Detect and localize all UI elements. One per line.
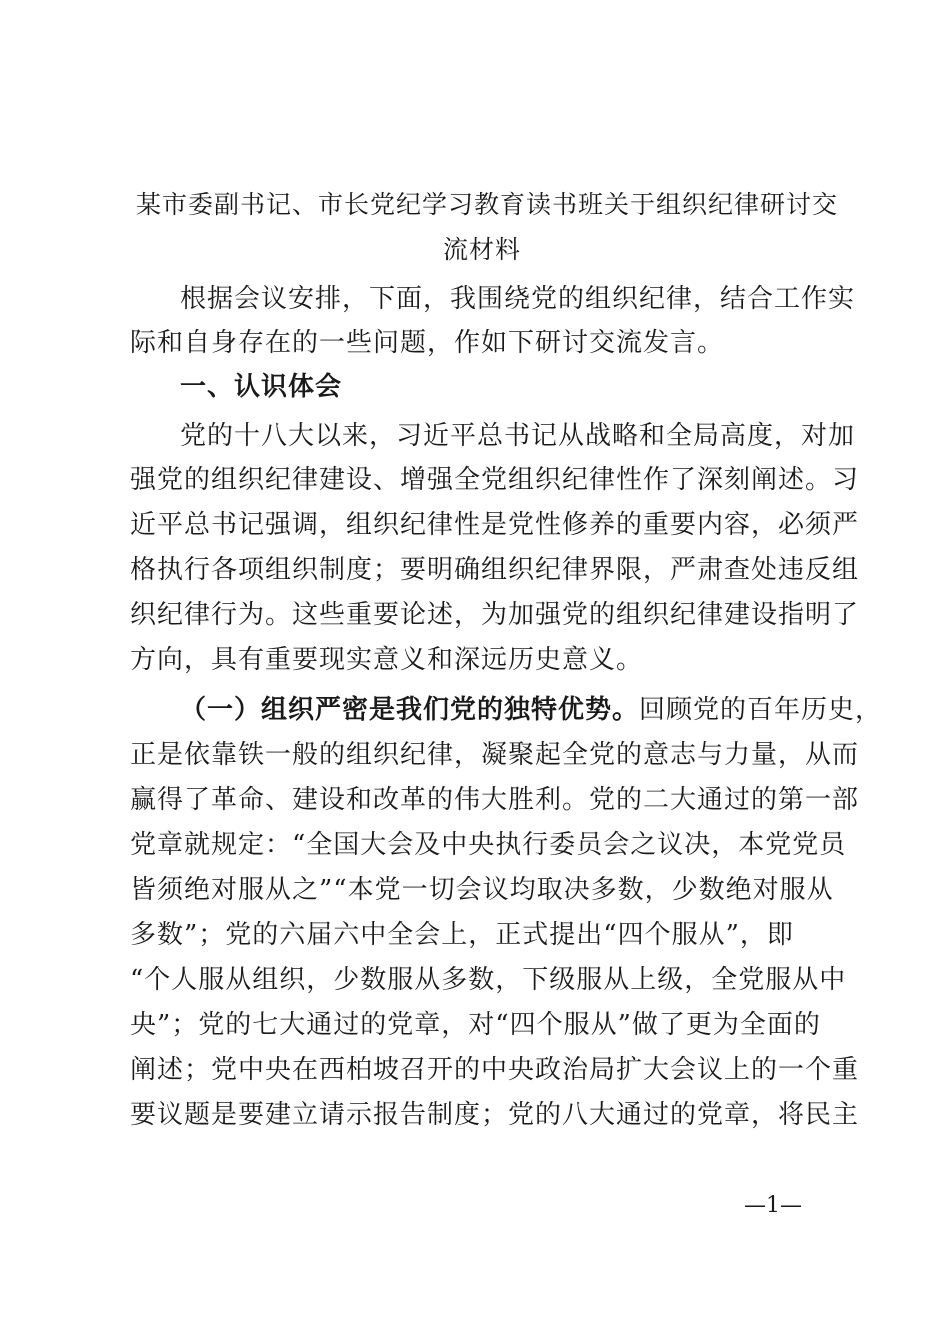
para2-line-5: 皆须绝对服从之”“本党一切会议均取决多数，少数绝对服从 bbox=[130, 875, 834, 905]
para2-line-1 bbox=[180, 693, 882, 727]
para2-line-8: 央”；党的七大通过的党章，对“四个服从”做了更为全面的 bbox=[130, 1010, 821, 1040]
para1-line-6: 方向，具有重要现实意义和深远历史意义。 bbox=[130, 645, 644, 675]
para2-line-1-rest: 回顾党的百年历史， bbox=[639, 695, 883, 725]
para2-line-7: “个人服从组织，少数服从多数，下级服从上级，全党服从中 bbox=[130, 965, 847, 995]
section-heading-1: 一、认识体会 bbox=[180, 372, 343, 402]
intro-line-2: 际和自身存在的一些问题，作如下研讨交流发言。 bbox=[130, 328, 725, 358]
para1-line-5: 织纪律行为。这些重要论述，为加强党的组织纪律建设指明了 bbox=[130, 600, 860, 630]
para2-line-2: 正是依靠铁一般的组织纪律，凝聚起全党的意志与力量，从而 bbox=[130, 740, 860, 770]
para2-line-3: 赢得了革命、建设和改革的伟大胜利。党的二大通过的第一部 bbox=[130, 785, 860, 815]
para1-line-2: 强党的组织纪律建设、增强全党组织纪律性作了深刻阐述。习 bbox=[130, 465, 860, 495]
para2-subheading: （一）组织严密是我们党的独特优势。 bbox=[180, 695, 640, 725]
intro-line-1: 根据会议安排，下面，我围绕党的组织纪律，结合工作实 bbox=[180, 284, 856, 314]
document-title-line-1: 某市委副书记、市长党纪学习教育读书班关于组织纪律研讨交 bbox=[136, 190, 839, 219]
para2-line-6: 多数”；党的六届六中全会上，正式提出“四个服从”，即 bbox=[130, 920, 794, 950]
para1-line-3: 近平总书记强调，组织纪律性是党性修养的重要内容，必须严 bbox=[130, 510, 860, 540]
para2-line-10: 要议题是要建立请示报告制度；党的八大通过的党章，将民主 bbox=[130, 1100, 860, 1130]
page-number: —1— bbox=[744, 1193, 802, 1218]
para1-line-4: 格执行各项组织制度；要明确组织纪律界限，严肃查处违反组 bbox=[130, 555, 860, 585]
para1-line-1: 党的十八大以来，习近平总书记从战略和全局高度，对加 bbox=[180, 421, 856, 451]
para2-line-4: 党章就规定：“全国大会及中央执行委员会之议决，本党党员 bbox=[130, 830, 847, 860]
para2-line-9: 阐述；党中央在西柏坡召开的中央政治局扩大会议上的一个重 bbox=[130, 1055, 860, 1085]
document-title-line-2: 流材料 bbox=[443, 235, 522, 264]
